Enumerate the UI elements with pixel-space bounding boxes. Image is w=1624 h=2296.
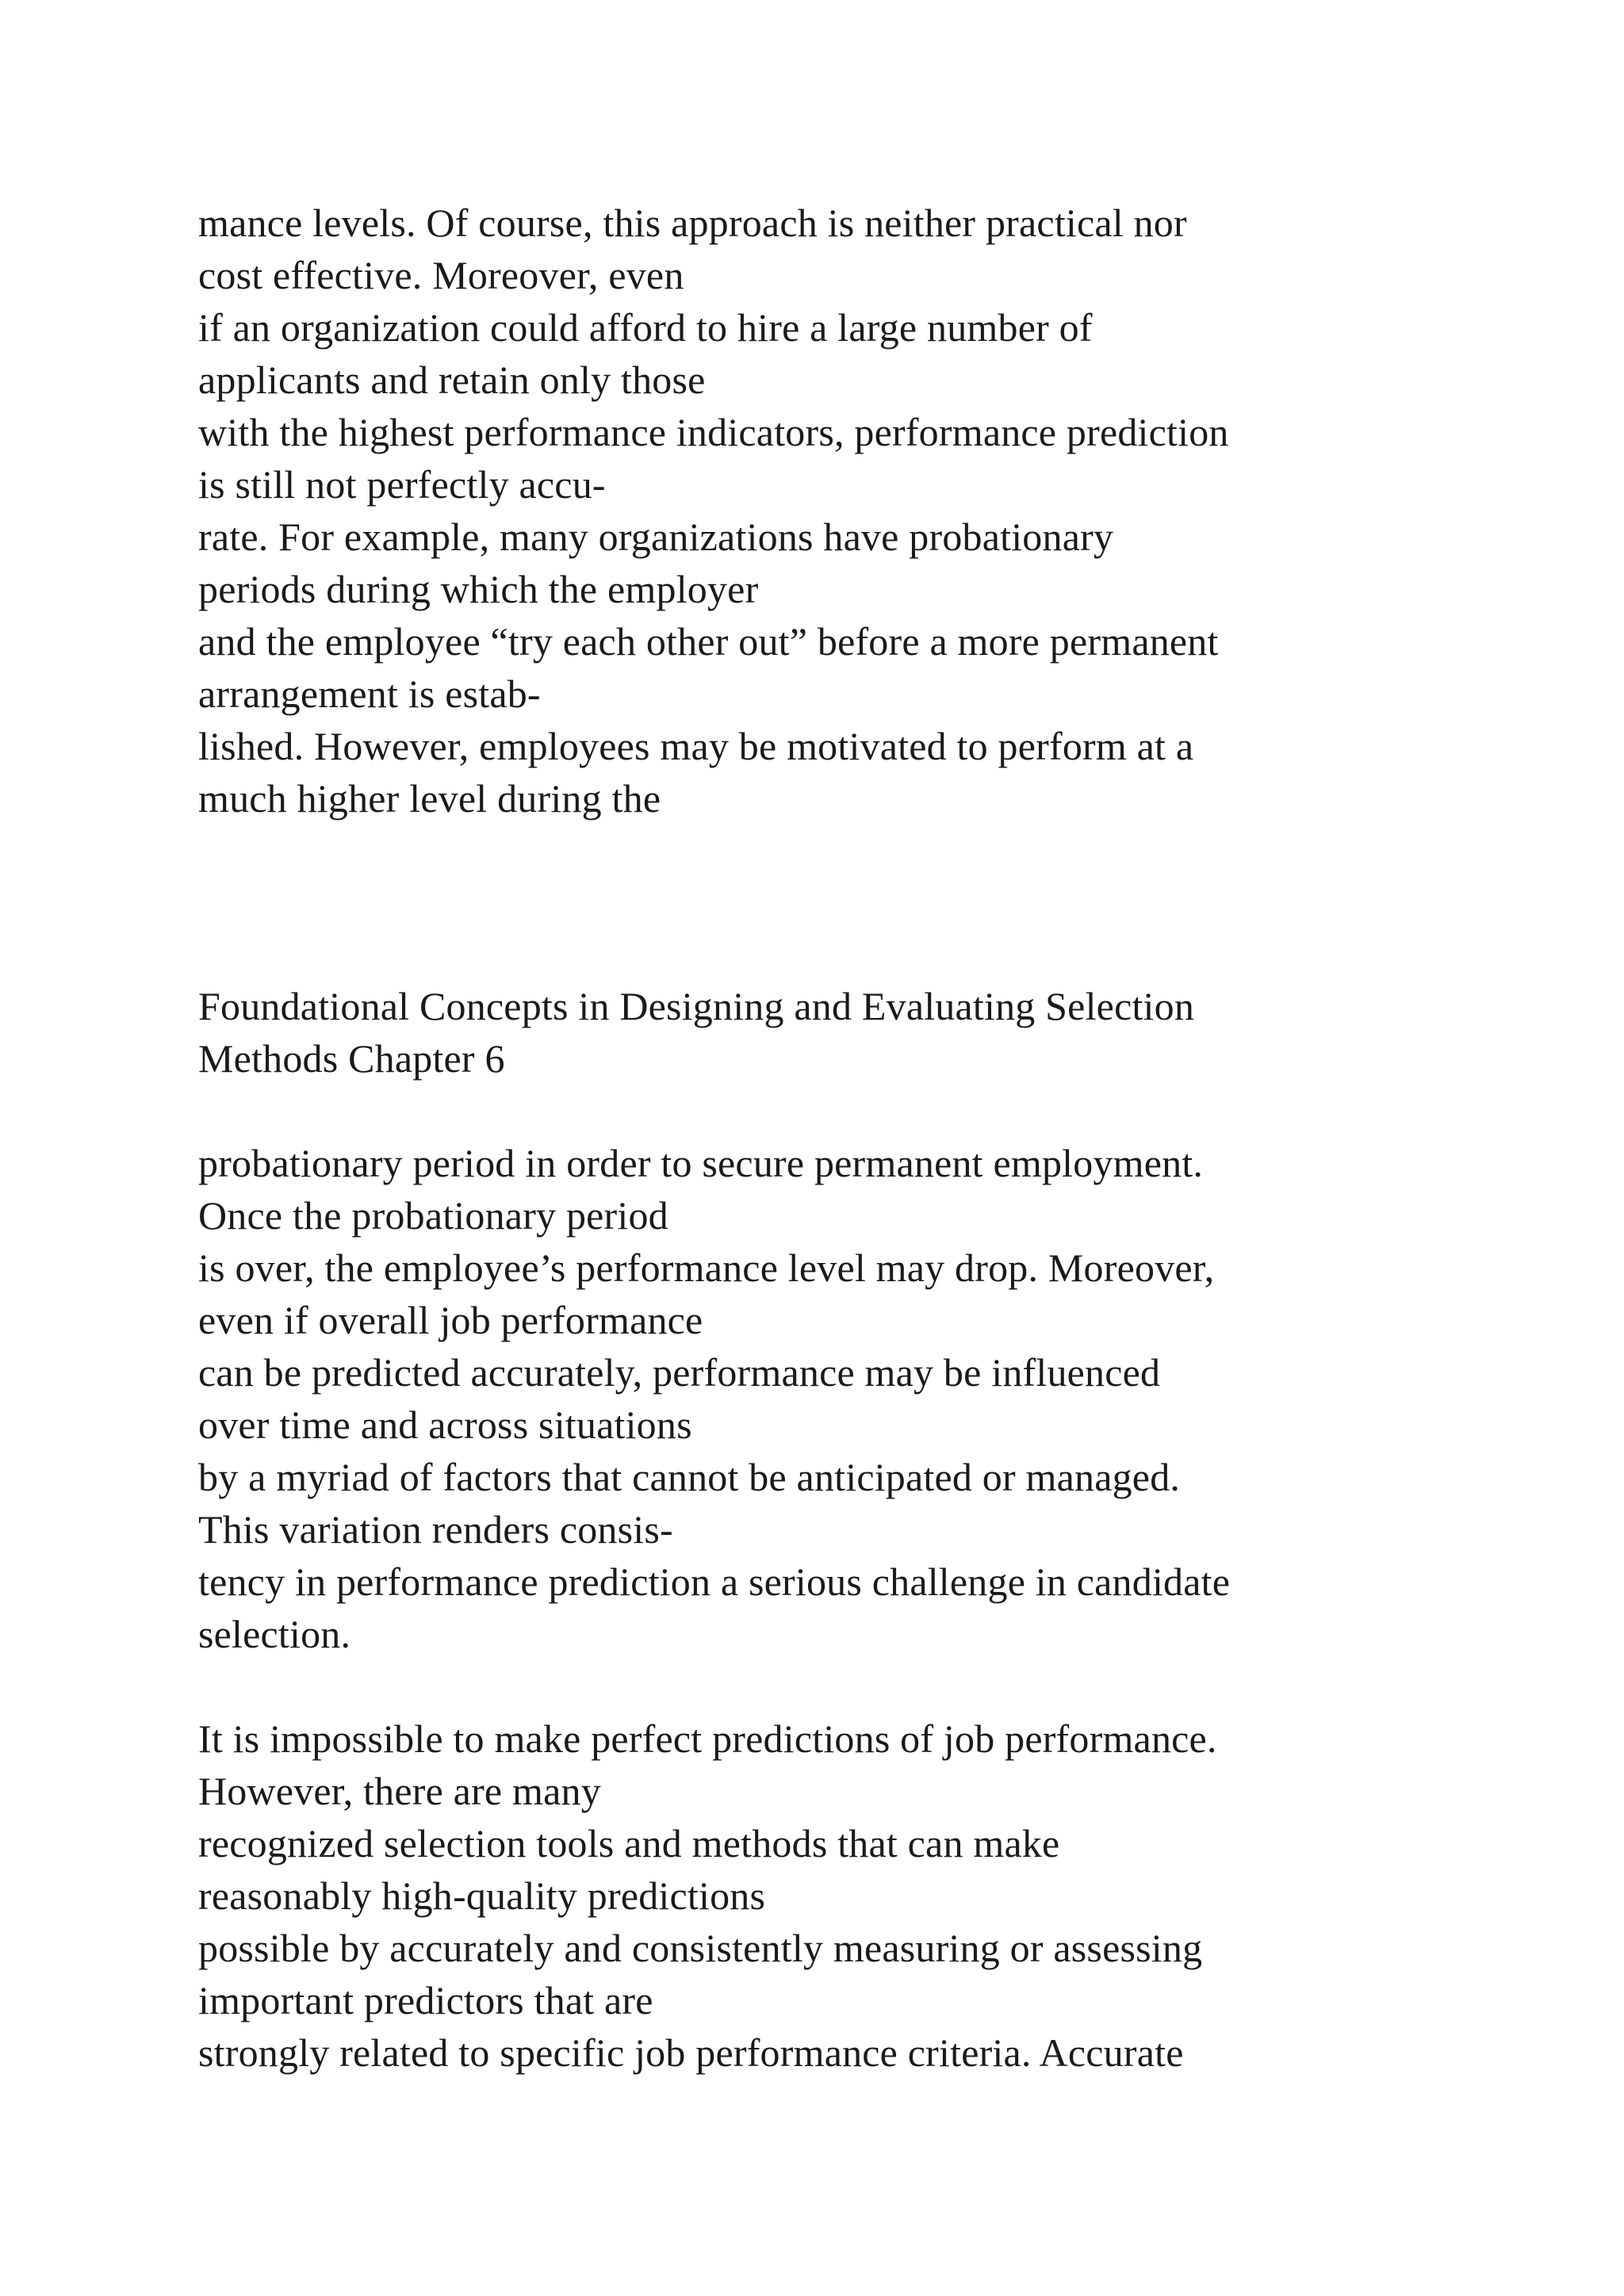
- text-line: possible by accurately and consistently measuring or assessing: [198, 1926, 1203, 1970]
- text-line: important predictors that are: [198, 1978, 653, 2022]
- text-line: by a myriad of factors that cannot be anticipated or managed.: [198, 1455, 1181, 1499]
- running-header: [198, 980, 1546, 1085]
- text-line: much higher level during the: [198, 776, 661, 821]
- paragraph-3: [198, 1712, 1546, 2079]
- text-line: recognized selection tools and methods that can make: [198, 1821, 1060, 1866]
- text-line: if an organization could afford to hire a large number of: [198, 305, 1093, 350]
- text-line: However, there are many: [198, 1769, 601, 1813]
- text-line: It is impossible to make perfect predictions of job performance.: [198, 1716, 1217, 1761]
- text-line: Methods Chapter 6: [198, 1036, 505, 1081]
- paragraph-2: [198, 1137, 1546, 1660]
- text-line: tency in performance prediction a serious challenge in candidate: [198, 1559, 1231, 1604]
- text-line: Once the probationary period: [198, 1193, 668, 1238]
- text-line: can be predicted accurately, performance may be influenced: [198, 1350, 1161, 1395]
- text-line: Foundational Concepts in Designing and Evaluating Selection: [198, 984, 1195, 1028]
- text-line: reasonably high-quality predictions: [198, 1873, 766, 1918]
- text-line: cost effective. Moreover, even: [198, 253, 684, 297]
- text-line: lished. However, employees may be motivated to perform at a: [198, 724, 1194, 768]
- text-line: selection.: [198, 1612, 351, 1656]
- text-line: periods during which the employer: [198, 567, 759, 611]
- text-line: and the employee “try each other out” before a more permanent: [198, 619, 1219, 664]
- text-line: with the highest performance indicators, performance prediction: [198, 410, 1229, 454]
- text-line: strongly related to specific job performance criteria. Accurate: [198, 2030, 1184, 2075]
- text-line: arrangement is estab-: [198, 672, 541, 716]
- text-line: over time and across situations: [198, 1402, 692, 1447]
- text-line: is over, the employee’s performance level may drop. Moreover,: [198, 1246, 1215, 1290]
- text-line: rate. For example, many organizations have probationary: [198, 515, 1114, 559]
- text-line: applicants and retain only those: [198, 358, 706, 402]
- text-line: probationary period in order to secure permanent employment.: [198, 1141, 1204, 1185]
- text-line: This variation renders consis-: [198, 1507, 673, 1552]
- text-line: even if overall job performance: [198, 1298, 703, 1342]
- text-line: is still not perfectly accu-: [198, 462, 606, 507]
- text-line: mance levels. Of course, this approach is neither practical nor: [198, 201, 1187, 245]
- paragraph-1: [198, 197, 1546, 825]
